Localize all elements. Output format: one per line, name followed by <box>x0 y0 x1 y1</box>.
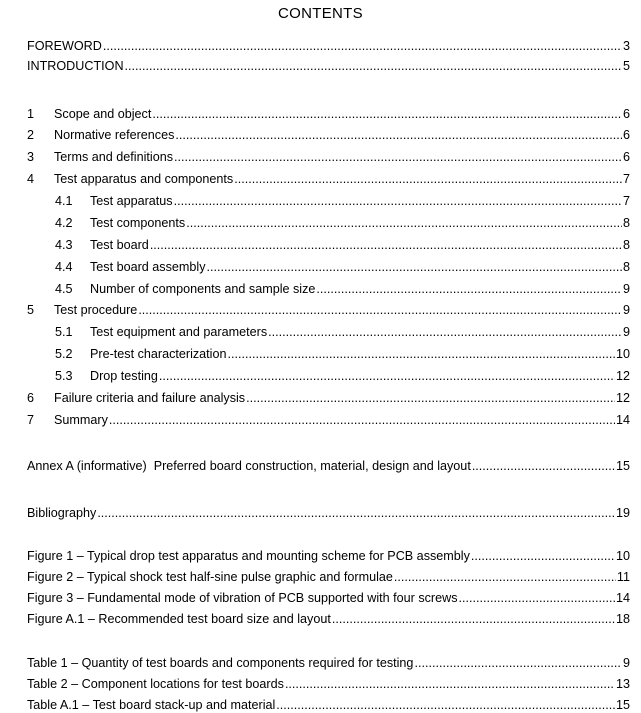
toc-entry-page: 8 <box>622 216 630 230</box>
toc-entry-label: Test apparatus and components <box>54 172 234 186</box>
toc-entry-introduction[interactable] <box>27 58 630 74</box>
toc-entry-number: 4.1 <box>55 194 73 208</box>
toc-entry-label: Table A.1 – Test board stack-up and material <box>27 698 276 712</box>
dot-leader <box>152 106 622 122</box>
toc-entry-section-4-5[interactable] <box>55 281 630 297</box>
toc-entry-label: Test procedure <box>54 303 138 317</box>
dot-leader <box>186 215 622 231</box>
toc-entry-number: 4 <box>27 172 35 186</box>
dot-leader <box>150 237 622 253</box>
toc-entry-page: 5 <box>622 59 630 73</box>
toc-entry-page: 7 <box>622 172 630 186</box>
toc-entry-label: Number of components and sample size <box>90 282 316 296</box>
toc-entry-number: 4.4 <box>55 260 73 274</box>
toc-entry-page: 11 <box>616 570 630 584</box>
dot-leader <box>207 259 622 275</box>
toc-entry-figure-2[interactable] <box>27 569 630 585</box>
toc-entry-table-1[interactable] <box>27 655 630 671</box>
toc-entry-page: 15 <box>615 459 630 473</box>
toc-entry-label: Terms and definitions <box>54 150 174 164</box>
toc-entry-section-2[interactable] <box>27 127 630 143</box>
toc-entry-page: 19 <box>615 506 630 520</box>
dot-leader <box>97 505 615 521</box>
dot-leader <box>268 324 622 340</box>
toc-entry-page: 10 <box>615 347 630 361</box>
toc-entry-page: 9 <box>622 303 630 317</box>
toc-entry-section-4-2[interactable] <box>55 215 630 231</box>
toc-entry-page: 14 <box>615 413 630 427</box>
toc-entry-number: 6 <box>27 391 35 405</box>
toc-entry-label: Scope and object <box>54 107 152 121</box>
toc-entry-page: 9 <box>622 282 630 296</box>
toc-entry-number: 5 <box>27 303 35 317</box>
toc-entry-page: 12 <box>615 391 630 405</box>
toc-entry-label: Drop testing <box>90 369 158 383</box>
dot-leader <box>459 590 615 606</box>
toc-entry-number: 7 <box>27 413 35 427</box>
toc-entry-annex-a[interactable] <box>27 458 630 474</box>
toc-entry-section-5[interactable] <box>27 302 630 318</box>
toc-entry-section-3[interactable] <box>27 149 630 165</box>
toc-entry-page: 14 <box>615 591 630 605</box>
toc-entry-bibliography[interactable] <box>27 505 630 521</box>
toc-entry-page: 12 <box>615 369 630 383</box>
toc-entry-number: 5.3 <box>55 369 73 383</box>
toc-entry-page: 6 <box>622 150 630 164</box>
toc-entry-label: Test components <box>90 216 186 230</box>
toc-entry-label: Table 2 – Component locations for test boards <box>27 677 284 691</box>
dot-leader <box>103 38 622 54</box>
toc-entry-label: Figure 1 – Typical drop test apparatus and mounting scheme for PCB assembly <box>27 549 470 563</box>
toc-entry-foreword[interactable] <box>27 38 630 54</box>
toc-entry-section-1[interactable] <box>27 106 630 122</box>
toc-entry-label: Test equipment and parameters <box>90 325 268 339</box>
toc-entry-section-5-3[interactable] <box>55 368 630 384</box>
toc-entry-number: 4.2 <box>55 216 73 230</box>
toc-entry-label: Figure A.1 – Recommended test board size and layout <box>27 612 331 626</box>
dot-leader <box>471 548 615 564</box>
dot-leader <box>159 368 615 384</box>
dot-leader <box>174 149 622 165</box>
dot-leader <box>332 611 615 627</box>
toc-entry-page: 7 <box>622 194 630 208</box>
toc-entry-figure-3[interactable] <box>27 590 630 606</box>
toc-entry-label: Figure 2 – Typical shock test half-sine pulse graphic and formulae <box>27 570 393 584</box>
toc-entry-number: 4.5 <box>55 282 73 296</box>
toc-entry-number: 1 <box>27 107 35 121</box>
toc-entry-page: 9 <box>622 656 630 670</box>
toc-entry-section-7[interactable] <box>27 412 630 428</box>
toc-entry-label: Failure criteria and failure analysis <box>54 391 246 405</box>
dot-leader <box>246 390 615 406</box>
toc-entry-page: 8 <box>622 260 630 274</box>
toc-entry-page: 18 <box>615 612 630 626</box>
toc-entry-page: 15 <box>615 698 630 712</box>
toc-entry-label: Pre-test characterization <box>90 347 227 361</box>
dot-leader <box>276 697 615 713</box>
toc-entry-section-5-2[interactable] <box>55 346 630 362</box>
toc-entry-table-a-1[interactable] <box>27 697 630 713</box>
toc-entry-page: 10 <box>615 549 630 563</box>
toc-entry-number: 3 <box>27 150 35 164</box>
toc-entry-label: Figure 3 – Fundamental mode of vibration of PCB supported with four screws <box>27 591 458 605</box>
toc-entry-number: 4.3 <box>55 238 73 252</box>
toc-entry-label: Table 1 – Quantity of test boards and components required for testing <box>27 656 414 670</box>
toc-entry-label: Normative references <box>54 128 175 142</box>
toc-entry-page: 3 <box>622 39 630 53</box>
toc-entry-page: 6 <box>622 107 630 121</box>
toc-entry-number: 5.1 <box>55 325 73 339</box>
toc-entry-page: 9 <box>622 325 630 339</box>
toc-entry-label: Bibliography <box>27 506 97 520</box>
toc-entry-label: Test apparatus <box>90 194 173 208</box>
dot-leader <box>234 171 622 187</box>
toc-entry-table-2[interactable] <box>27 676 630 692</box>
toc-entry-figure-1[interactable] <box>27 548 630 564</box>
dot-leader <box>414 655 622 671</box>
dot-leader <box>138 302 622 318</box>
toc-entry-page: 8 <box>622 238 630 252</box>
dot-leader <box>125 58 622 74</box>
toc-entry-label: INTRODUCTION <box>27 59 124 73</box>
toc-entry-section-4-1[interactable] <box>55 193 630 209</box>
page-title: CONTENTS <box>278 5 363 22</box>
toc-entry-section-4-4[interactable] <box>55 259 630 275</box>
toc-entry-figure-a-1[interactable] <box>27 611 630 627</box>
toc-entry-label: Test board assembly <box>90 260 206 274</box>
toc-entry-label: Test board <box>90 238 149 252</box>
dot-leader <box>285 676 615 692</box>
toc-entry-section-6[interactable] <box>27 390 630 406</box>
toc-entry-section-4[interactable] <box>27 171 630 187</box>
dot-leader <box>175 127 622 143</box>
toc-entry-page: 6 <box>622 128 630 142</box>
toc-entry-label: FOREWORD <box>27 39 102 53</box>
toc-entry-label: Summary <box>54 413 108 427</box>
dot-leader <box>174 193 622 209</box>
dot-leader <box>109 412 615 428</box>
toc-entry-page: 13 <box>615 677 630 691</box>
dot-leader <box>472 458 615 474</box>
dot-leader <box>316 281 622 297</box>
toc-entry-number: 2 <box>27 128 35 142</box>
toc-entry-section-4-3[interactable] <box>55 237 630 253</box>
dot-leader <box>228 346 615 362</box>
toc-entry-number: 5.2 <box>55 347 73 361</box>
dot-leader <box>394 569 616 585</box>
toc-entry-section-5-1[interactable] <box>55 324 630 340</box>
toc-entry-label: Annex A (informative) Preferred board construction, material, design and layout <box>27 459 471 473</box>
